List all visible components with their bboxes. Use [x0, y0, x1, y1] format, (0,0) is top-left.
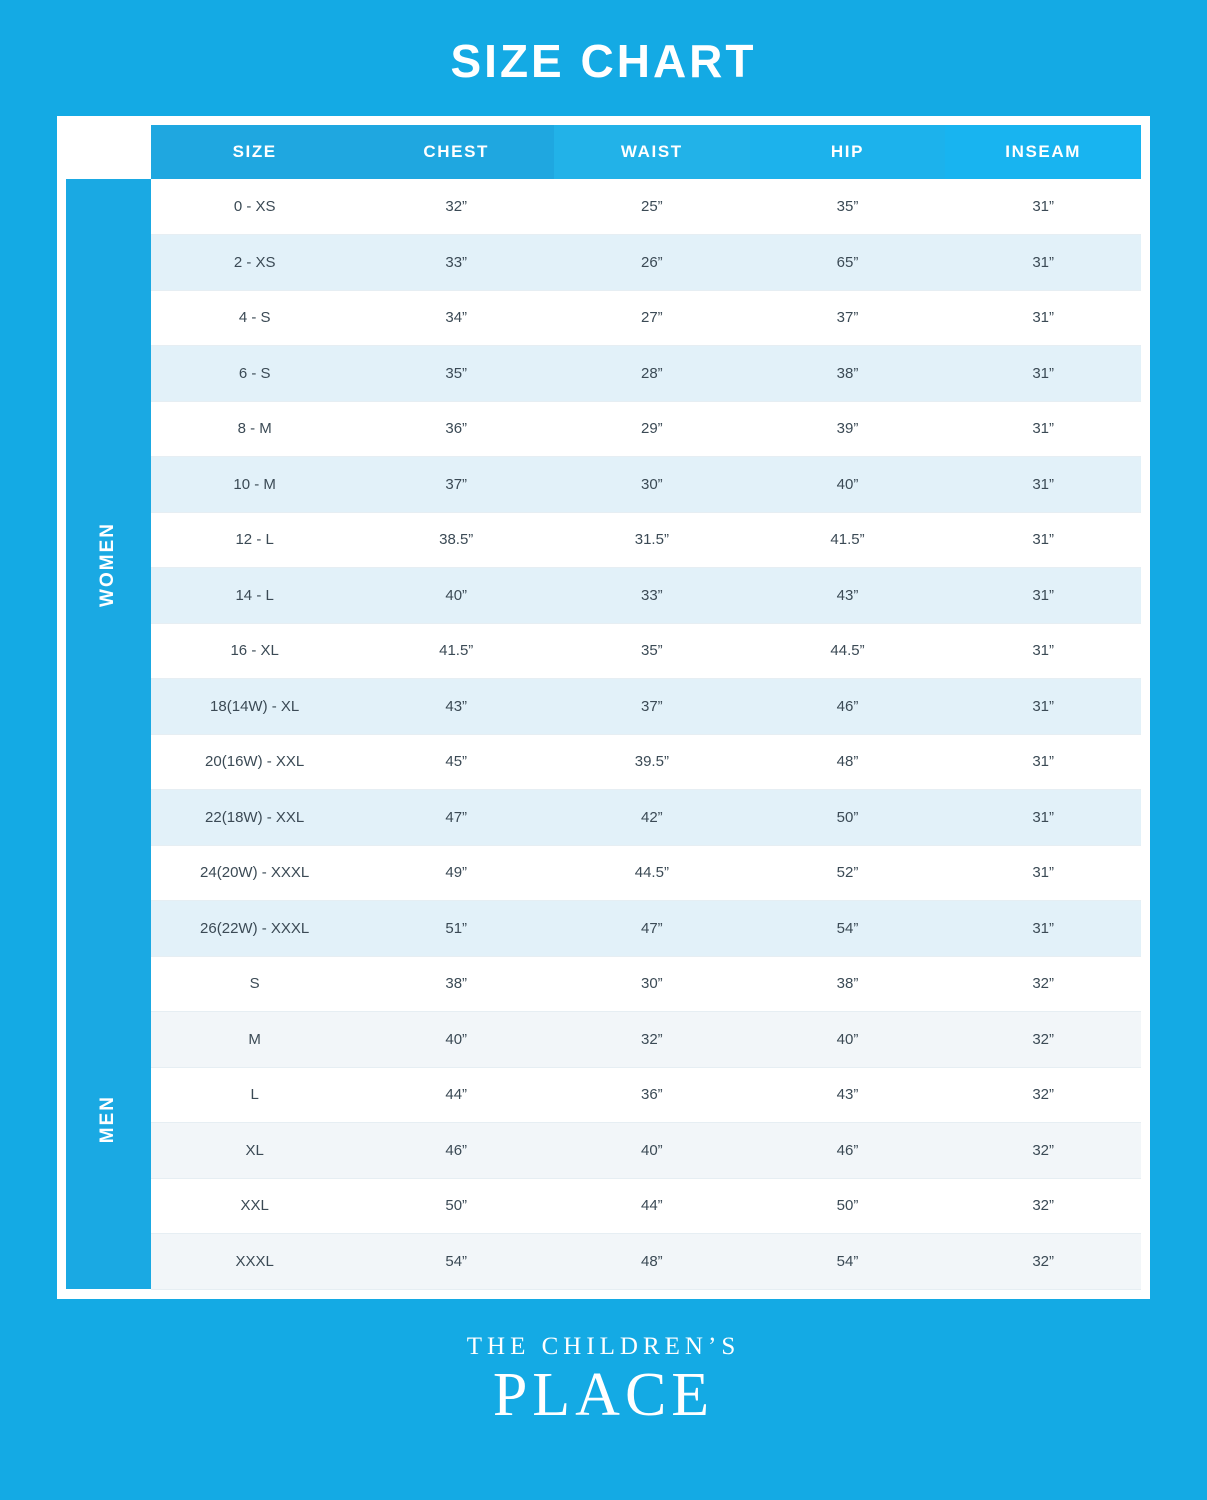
cell-size: 26(22W) - XXXL [151, 901, 358, 957]
cell-measure: 32” [945, 1234, 1141, 1290]
table-row [66, 1067, 1141, 1123]
cell-size: 0 - XS [151, 179, 358, 235]
cell-measure: 54” [750, 901, 946, 957]
cell-measure: 31” [945, 623, 1141, 679]
cell-measure: 32” [945, 1178, 1141, 1234]
table-row [66, 512, 1141, 568]
cell-measure: 47” [554, 901, 750, 957]
cell-measure: 54” [358, 1234, 554, 1290]
table-row [66, 845, 1141, 901]
cell-measure: 31” [945, 790, 1141, 846]
group-label-women [66, 179, 151, 956]
cell-measure: 38” [750, 346, 946, 402]
cell-measure: 25” [554, 179, 750, 235]
cell-measure: 32” [358, 179, 554, 235]
cell-size: XXXL [151, 1234, 358, 1290]
cell-measure: 31” [945, 734, 1141, 790]
brand-line-2: PLACE [492, 1360, 715, 1429]
cell-measure: 32” [554, 1012, 750, 1068]
cell-measure: 32” [945, 956, 1141, 1012]
page-title: SIZE CHART [450, 35, 757, 87]
table-row [66, 179, 1141, 235]
cell-measure: 31” [945, 457, 1141, 513]
cell-measure: 48” [750, 734, 946, 790]
table-body [66, 179, 1141, 1289]
cell-size: 24(20W) - XXXL [151, 845, 358, 901]
cell-measure: 32” [945, 1067, 1141, 1123]
cell-measure: 36” [358, 401, 554, 457]
cell-measure: 40” [358, 568, 554, 624]
table-row [66, 679, 1141, 735]
cell-size: XL [151, 1123, 358, 1179]
cell-measure: 37” [358, 457, 554, 513]
cell-measure: 31” [945, 901, 1141, 957]
column-header-waist: WAIST [554, 125, 750, 179]
cell-measure: 32” [945, 1123, 1141, 1179]
cell-measure: 46” [750, 679, 946, 735]
cell-size: 18(14W) - XL [151, 679, 358, 735]
cell-measure: 38.5” [358, 512, 554, 568]
cell-size: M [151, 1012, 358, 1068]
column-header-hip: HIP [750, 125, 946, 179]
cell-measure: 52” [750, 845, 946, 901]
cell-measure: 43” [750, 1067, 946, 1123]
table-header [66, 125, 1141, 179]
cell-measure: 31” [945, 179, 1141, 235]
table-row [66, 457, 1141, 513]
brand-logo [467, 1333, 740, 1428]
cell-size: 4 - S [151, 290, 358, 346]
cell-measure: 40” [750, 457, 946, 513]
cell-size: 22(18W) - XXL [151, 790, 358, 846]
table-row [66, 623, 1141, 679]
cell-measure: 34” [358, 290, 554, 346]
cell-measure: 31” [945, 679, 1141, 735]
table-row [66, 1178, 1141, 1234]
cell-size: XXL [151, 1178, 358, 1234]
cell-measure: 39.5” [554, 734, 750, 790]
cell-measure: 31” [945, 568, 1141, 624]
cell-measure: 43” [750, 568, 946, 624]
cell-size: 12 - L [151, 512, 358, 568]
cell-measure: 31” [945, 512, 1141, 568]
cell-measure: 33” [358, 235, 554, 291]
cell-measure: 33” [554, 568, 750, 624]
cell-measure: 35” [750, 179, 946, 235]
cell-measure: 65” [750, 235, 946, 291]
table-row [66, 956, 1141, 1012]
size-chart-frame [57, 116, 1150, 1299]
cell-measure: 35” [358, 346, 554, 402]
table-row [66, 401, 1141, 457]
cell-measure: 40” [554, 1123, 750, 1179]
cell-size: 10 - M [151, 457, 358, 513]
cell-measure: 47” [358, 790, 554, 846]
brand-line-1: THE CHILDREN’S [466, 1332, 741, 1360]
cell-measure: 29” [554, 401, 750, 457]
cell-size: L [151, 1067, 358, 1123]
cell-measure: 49” [358, 845, 554, 901]
cell-measure: 39” [750, 401, 946, 457]
size-chart-table [66, 125, 1141, 1290]
cell-measure: 28” [554, 346, 750, 402]
cell-measure: 42” [554, 790, 750, 846]
cell-measure: 37” [750, 290, 946, 346]
cell-measure: 27” [554, 290, 750, 346]
cell-measure: 54” [750, 1234, 946, 1290]
cell-size: 14 - L [151, 568, 358, 624]
cell-size: 8 - M [151, 401, 358, 457]
cell-measure: 50” [750, 790, 946, 846]
table-row [66, 235, 1141, 291]
table-row [66, 901, 1141, 957]
cell-measure: 31” [945, 235, 1141, 291]
cell-measure: 30” [554, 457, 750, 513]
group-label-text: WOMEN [97, 522, 119, 607]
cell-size: 20(16W) - XXL [151, 734, 358, 790]
cell-measure: 41.5” [750, 512, 946, 568]
cell-measure: 48” [554, 1234, 750, 1290]
cell-measure: 44” [554, 1178, 750, 1234]
group-label-text: MEN [97, 1095, 119, 1144]
header-corner-blank [66, 125, 151, 179]
cell-size: 6 - S [151, 346, 358, 402]
cell-measure: 50” [358, 1178, 554, 1234]
cell-measure: 30” [554, 956, 750, 1012]
column-header-chest: CHEST [358, 125, 554, 179]
cell-measure: 31” [945, 845, 1141, 901]
table-row [66, 290, 1141, 346]
cell-measure: 41.5” [358, 623, 554, 679]
cell-measure: 26” [554, 235, 750, 291]
cell-measure: 31” [945, 290, 1141, 346]
cell-measure: 35” [554, 623, 750, 679]
table-row [66, 734, 1141, 790]
cell-measure: 31.5” [554, 512, 750, 568]
cell-measure: 38” [358, 956, 554, 1012]
table-row [66, 346, 1141, 402]
cell-measure: 45” [358, 734, 554, 790]
cell-measure: 40” [750, 1012, 946, 1068]
cell-measure: 44.5” [554, 845, 750, 901]
cell-measure: 46” [750, 1123, 946, 1179]
cell-measure: 37” [554, 679, 750, 735]
cell-measure: 36” [554, 1067, 750, 1123]
table-row [66, 790, 1141, 846]
cell-measure: 32” [945, 1012, 1141, 1068]
cell-measure: 46” [358, 1123, 554, 1179]
group-label-men [66, 956, 151, 1289]
table-row [66, 1012, 1141, 1068]
cell-measure: 50” [750, 1178, 946, 1234]
cell-size: S [151, 956, 358, 1012]
table-row [66, 1123, 1141, 1179]
column-header-inseam: INSEAM [945, 125, 1141, 179]
cell-measure: 43” [358, 679, 554, 735]
cell-measure: 44.5” [750, 623, 946, 679]
cell-measure: 38” [750, 956, 946, 1012]
cell-measure: 40” [358, 1012, 554, 1068]
cell-size: 2 - XS [151, 235, 358, 291]
table-row [66, 1234, 1141, 1290]
cell-measure: 31” [945, 401, 1141, 457]
cell-measure: 44” [358, 1067, 554, 1123]
cell-size: 16 - XL [151, 623, 358, 679]
column-header-size: SIZE [151, 125, 358, 179]
table-row [66, 568, 1141, 624]
cell-measure: 51” [358, 901, 554, 957]
cell-measure: 31” [945, 346, 1141, 402]
